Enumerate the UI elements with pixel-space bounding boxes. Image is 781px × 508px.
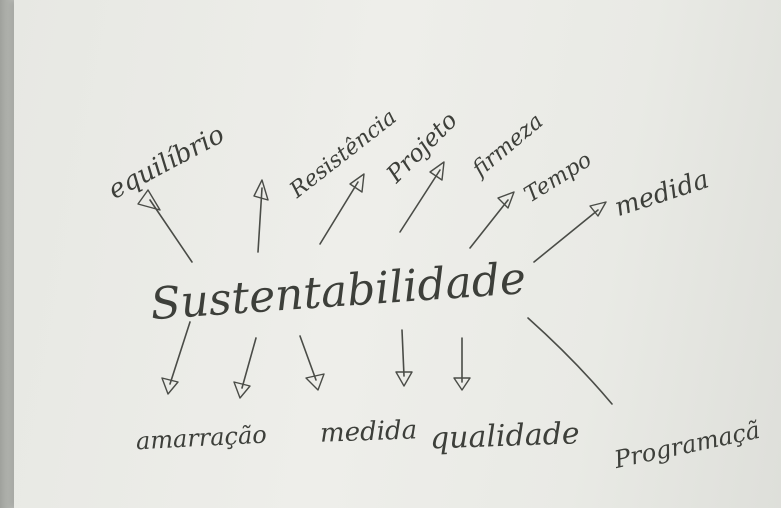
arrow-amarracao xyxy=(162,322,190,394)
word-programacao: Programaçã xyxy=(611,415,763,475)
word-projeto: Projeto xyxy=(380,106,463,189)
arrow-medida-bottom xyxy=(300,336,324,390)
line-programacao xyxy=(528,318,612,404)
arrow-resistencia xyxy=(254,180,268,252)
word-tempo: Tempo xyxy=(520,147,597,208)
word-medida-bottom: medida xyxy=(319,415,418,449)
arrow-bottom-2 xyxy=(234,338,256,398)
word-equilibrio: equilíbrio xyxy=(103,119,230,206)
arrow-medida-top xyxy=(534,202,606,262)
arrow-tempo xyxy=(470,192,514,248)
word-qualidade: qualidade xyxy=(429,416,581,457)
word-resistencia: Resistência xyxy=(285,104,402,204)
word-firmeza: firmeza xyxy=(467,108,549,183)
arrow-projeto xyxy=(320,174,364,244)
arrow-qualidade-2 xyxy=(454,338,470,390)
arrow-equilibrio xyxy=(138,190,192,262)
center-word: Sustentabilidade xyxy=(148,253,528,331)
word-amarracao: amarração xyxy=(135,420,268,456)
arrow-qualidade-1 xyxy=(396,330,412,386)
word-medida-top: medida xyxy=(611,164,713,224)
